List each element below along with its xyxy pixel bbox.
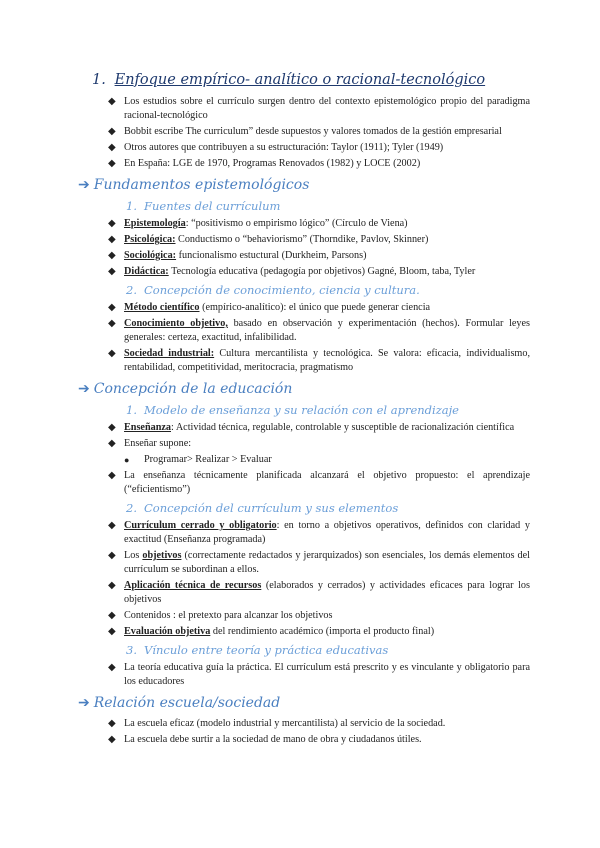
curriculum-list: [108, 519, 530, 639]
arrow-right-icon: ➔: [78, 381, 90, 397]
subheading-concepcion-curriculum: 2. Concepción del currículum y sus elementos: [126, 501, 399, 515]
arrow-right-icon: ➔: [78, 177, 90, 193]
subheading-vinculo: 3. Vínculo entre teoría y práctica educativas: [126, 643, 389, 657]
diamond-bullet-icon: ◆: [108, 158, 116, 169]
subheading-concepcion-conocimiento: 2. Concepción de conocimiento, ciencia y cultura.: [126, 283, 420, 297]
list-item: ◆ Contenidos : el pretexto para alcanzar los objetivos: [108, 610, 333, 621]
vinculo-list: [108, 661, 530, 689]
diamond-bullet-icon: ◆: [108, 266, 116, 277]
list-item: ◆ Otros autores que contribuyen a su estructuración: Taylor (1911); Tyler (1949): [108, 142, 444, 153]
arrow-right-icon: ➔: [78, 695, 90, 711]
ensenanza-list-cont: [108, 469, 530, 497]
diamond-bullet-icon: ◆: [108, 96, 116, 107]
list-item: ◆ Didáctica: Tecnología educativa (pedagogía por objetivos) Gagné, Bloom, taba, Tyler: [108, 266, 476, 277]
list-item: ◆ La teoría educativa guía la práctica. El currículum está prescrito y es vinculante y obligatorio para los educadores: [108, 662, 530, 687]
ensenanza-list: [108, 421, 530, 451]
dot-bullet-icon: ●: [124, 455, 130, 465]
list-item: ● Programar> Realizar > Evaluar: [124, 454, 272, 465]
diamond-bullet-icon: ◆: [108, 318, 116, 329]
heading-fundamentos: ➔ Fundamentos epistemológicos: [78, 177, 310, 193]
diamond-bullet-icon: ◆: [108, 126, 116, 137]
diamond-bullet-icon: ◆: [108, 234, 116, 245]
diamond-bullet-icon: ◆: [108, 142, 116, 153]
list-item: ◆ En España: LGE de 1970, Programas Renovados (1982) y LOCE (2002): [108, 158, 421, 169]
diamond-bullet-icon: ◆: [108, 662, 116, 673]
list-item: ◆ Método científico (empírico-analítico): el único que puede generar ciencia: [108, 302, 431, 313]
list-item: ◆ Psicológica: Conductismo o “behaviorismo” (Thorndike, Pavlov, Skinner): [108, 234, 429, 245]
list-item: ◆ Evaluación objetiva del rendimiento académico (importa el producto final): [108, 626, 435, 637]
fuentes-list: [108, 217, 530, 279]
relacion-list: [108, 717, 530, 747]
section-number: 1.: [92, 72, 106, 88]
list-item: ◆ La escuela eficaz (modelo industrial y mercantilista) al servicio de la sociedad.: [108, 718, 446, 729]
list-item: ◆ La escuela debe surtir a la sociedad de mano de obra y ciudadanos útiles.: [108, 734, 422, 745]
section-heading-enfoque: [92, 72, 530, 88]
diamond-bullet-icon: ◆: [108, 718, 116, 729]
list-item: ◆ Currículum cerrado y obligatorio: en torno a objetivos operativos, definidos con claridad y exactitud (Enseñanza programada): [108, 520, 530, 545]
list-item: ◆ Enseñanza: Actividad técnica, regulable, controlable y susceptible de racionalización científica: [108, 422, 515, 433]
section-title: Enfoque empírico- analítico o racional-tecnológico: [114, 72, 486, 88]
ensenanza-sublist: [124, 453, 530, 467]
list-item: ◆ Epistemología: “positivismo o empirismo lógico” (Círculo de Viena): [108, 218, 408, 229]
diamond-bullet-icon: ◆: [108, 470, 116, 481]
diamond-bullet-icon: ◆: [108, 550, 116, 561]
diamond-bullet-icon: ◆: [108, 348, 116, 359]
list-item: ◆ Los objetivos (correctamente redactados y jerarquizados) son esenciales, los demás elementos del currículum se subordinan a ellos.: [108, 550, 530, 575]
list-item: ◆ Conocimiento objetivo, basado en observación y experimentación (hechos). Formular leyes generales: certeza, exactitud, infalibilidad.: [108, 318, 531, 343]
diamond-bullet-icon: ◆: [108, 438, 116, 449]
diamond-bullet-icon: ◆: [108, 626, 116, 637]
heading-educacion: ➔ Concepción de la educación: [78, 381, 293, 397]
list-item: ◆ La enseñanza técnicamente planificada alcanzará el objetivo propuesto: el aprendizaje (“eficientismo”): [108, 470, 530, 495]
diamond-bullet-icon: ◆: [108, 302, 116, 313]
diamond-bullet-icon: ◆: [108, 250, 116, 261]
diamond-bullet-icon: ◆: [108, 218, 116, 229]
list-item: ◆ Los estudios sobre el currículo surgen dentro del contexto epistemológico propio del paradigma racional-tecnológico: [108, 96, 530, 121]
diamond-bullet-icon: ◆: [108, 422, 116, 433]
heading-relacion: ➔ Relación escuela/sociedad: [78, 695, 281, 711]
list-item: ◆ Bobbit escribe The curriculum” desde supuestos y valores tomados de la gestión empresarial: [108, 126, 502, 137]
diamond-bullet-icon: ◆: [108, 610, 116, 621]
list-item: ◆ Enseñar supone:: [108, 438, 192, 449]
list-item: ◆ Aplicación técnica de recursos (elaborados y cerrados) y actividades eficaces para lograr los objetivos: [108, 580, 530, 605]
subheading-fuentes: 1. Fuentes del currículum: [126, 199, 281, 213]
diamond-bullet-icon: ◆: [108, 734, 116, 745]
list-item: ◆ Sociedad industrial: Cultura mercantilista y tecnológica. Se valora: eficacia, individualismo, rentabilidad, competitividad, meritocracia, pragmatismo: [108, 348, 530, 373]
diamond-bullet-icon: ◆: [108, 580, 116, 591]
list-item: ◆ Sociológica: funcionalismo estuctural (Durkheim, Parsons): [108, 250, 367, 261]
conocimiento-list: [108, 301, 530, 375]
diamond-bullet-icon: ◆: [108, 520, 116, 531]
subheading-modelo-ensenanza: 1. Modelo de enseñanza y su relación con el aprendizaje: [126, 403, 459, 417]
enfoque-list: [108, 95, 530, 171]
